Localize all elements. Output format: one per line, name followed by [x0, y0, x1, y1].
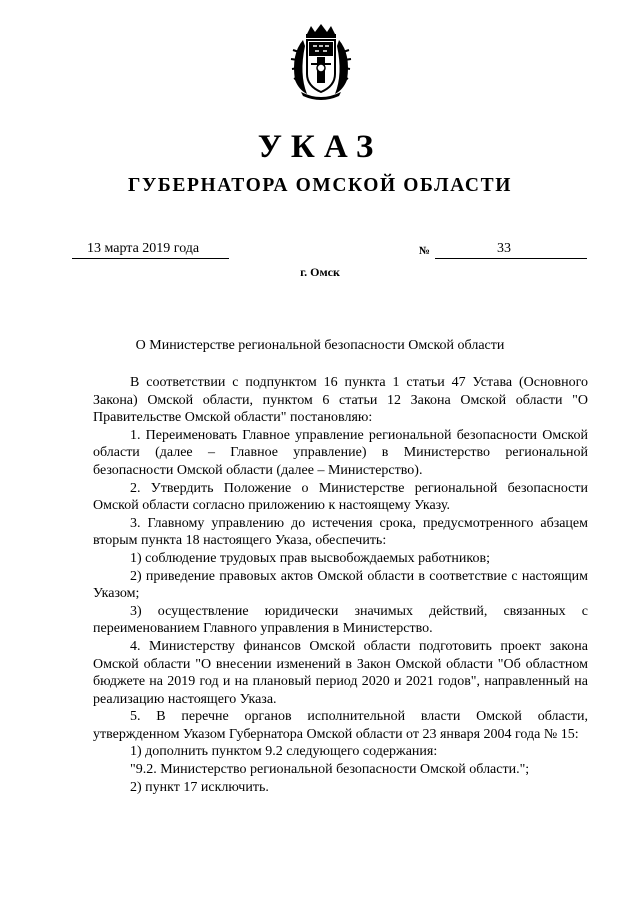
paragraph-preamble: В соответствии с подпунктом 16 пункта 1 статьи 47 Устава (Основного Закона) Омской области, пунктом 6 статьи 12 Закона Омской области "О Правительстве Омской области" постановляю: [93, 375, 588, 426]
number-sign: № [419, 245, 431, 257]
paragraph-3-1: 1) соблюдение трудовых прав высвобождаемых работников; [130, 550, 490, 566]
paragraph-4: 4. Министерству финансов Омской области подготовить проект закона Омской области "О внесении изменений в Закон Омской области "Об областном бюджете на 2019 год и на плановый период 2020 и 2021 годов", направленный на реализацию настоящего Указа. [93, 638, 588, 707]
paragraph-3: 3. Главному управлению до истечения срока, предусмотренного абзацем вторым пункта 18 настоящего Указа, обеспечить: [93, 515, 588, 549]
decree-number: 33 [435, 240, 587, 259]
document-heading: О Министерстве региональной безопасности Омской области [135, 338, 505, 353]
decree-date: 13 марта 2019 года [72, 240, 229, 259]
paragraph-5-2: 2) пункт 17 исключить. [130, 779, 269, 795]
decree-subtitle: ГУБЕРНАТОРА ОМСКОЙ ОБЛАСТИ [128, 175, 512, 196]
paragraph-5-1: 1) дополнить пунктом 9.2 следующего содержания: [130, 744, 438, 760]
paragraph-2: 2. Утвердить Положение о Министерстве региональной безопасности Омской области согласно приложению к настоящему Указу. [93, 480, 588, 514]
document-body [93, 374, 588, 796]
omsk-coat-of-arms-icon [289, 24, 353, 100]
paragraph-1: 1. Переименовать Главное управление региональной безопасности Омской области (далее – Главное управление) в Министерство региональной безопасности Омской области (далее – Министерство). [93, 427, 588, 478]
paragraph-5: 5. В перечне органов исполнительной власти Омской области, утвержденном Указом Губернатора Омской области от 23 января 2004 года № 15: [93, 709, 588, 742]
paragraph-3-2: 2) приведение правовых актов Омской области в соответствие с настоящим Указом; [93, 568, 588, 602]
paragraph-3-3: 3) осуществление юридически значимых действий, связанных с переименованием Главного управления в Министерство. [93, 603, 588, 637]
city: г. Омск [300, 265, 340, 279]
paragraph-5-quote: "9.2. Министерство региональной безопасности Омской области."; [130, 762, 530, 778]
decree-title: УКАЗ [257, 129, 383, 165]
